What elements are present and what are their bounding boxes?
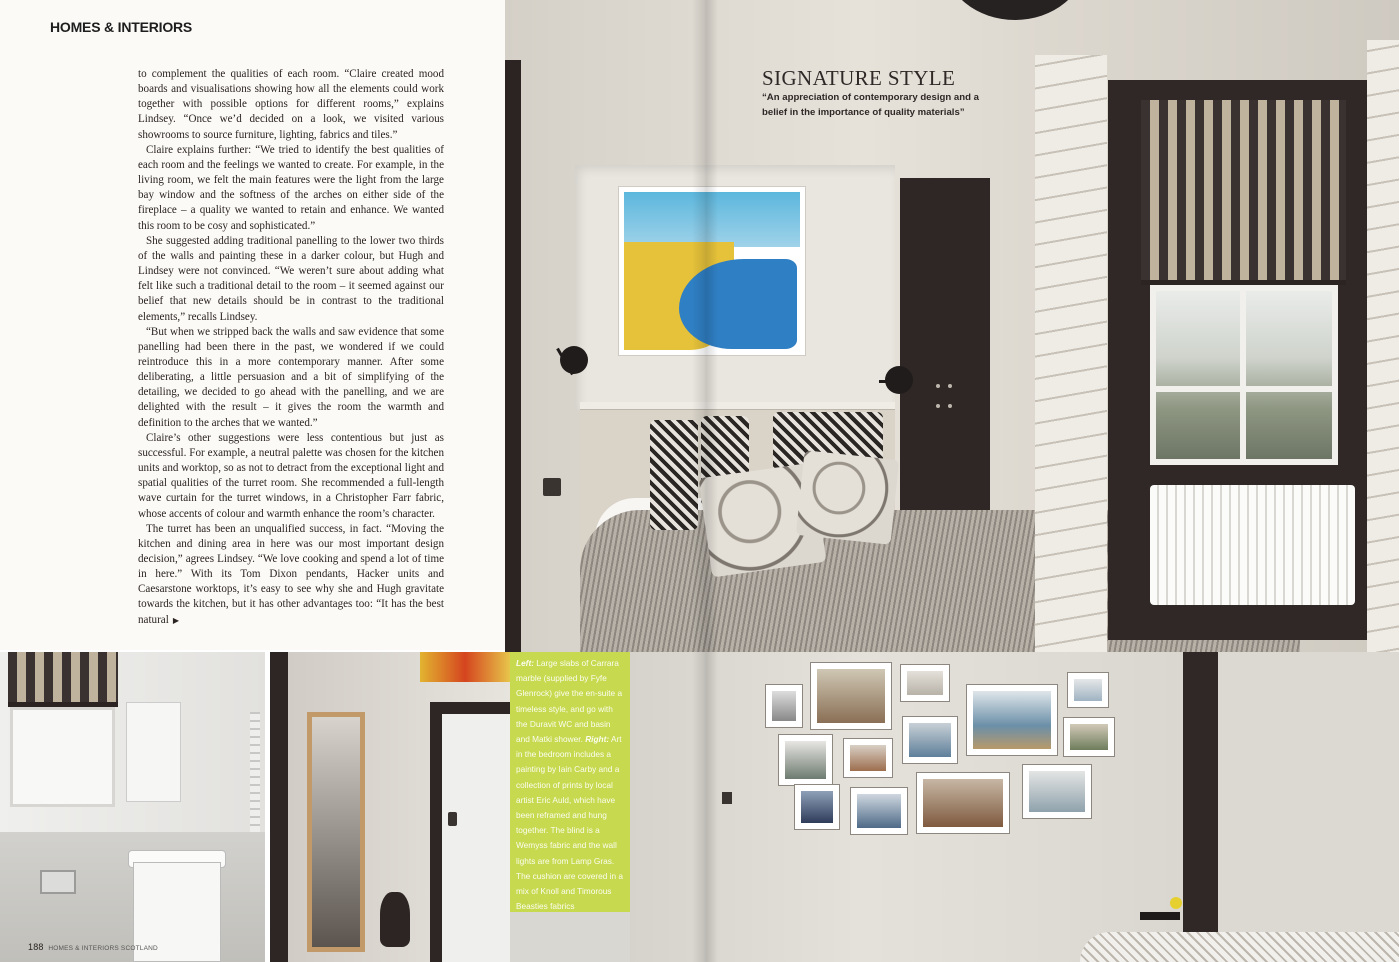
print-art: [857, 794, 901, 828]
column-radiator: [1150, 485, 1355, 605]
window-transom: [1156, 386, 1332, 392]
power-socket: [722, 792, 732, 804]
caption-left-label: Left:: [516, 658, 534, 668]
bedroom-photo: [505, 0, 1399, 652]
article-body: [138, 67, 444, 628]
print-art: [907, 671, 943, 695]
framed-print: [778, 734, 833, 786]
pullout-quote: “An appreciation of contemporary design and a belief in the importance of quality materials”: [762, 92, 979, 118]
page-footer: [28, 942, 158, 952]
framed-print: [850, 787, 908, 835]
article-paragraph: “But when we stripped back the walls and saw evidence that some panelling had been there in the past, we wondered if we could reintroduce this in a more contemporary manner. After some deliberating, a little persuasion and a bit of simplifying of the detailing, we decided to go ahead with the panelling, and we are delighted with the result – it gives the room the warmth and definition to the arches that we wanted.”: [138, 325, 444, 429]
gallery-wall-photo: [630, 652, 1399, 962]
striped-roman-blind: [1141, 100, 1346, 285]
check-cushion: [650, 420, 698, 530]
pullout-title: SIGNATURE STYLE: [762, 66, 956, 90]
bedside-table: [1140, 912, 1180, 920]
shelf: [580, 402, 895, 410]
light-switch: [448, 812, 457, 826]
ceiling-pendant: [945, 0, 1085, 20]
article-paragraph-text: The turret has been an unqualified success, in fact. “Moving the kitchen and dining area in here was our most important design decision,” agrees Lindsey. “We love cooking and spend a lot of time in here.” With its Tom Dixon pendants, Hacker units and Caesarstone worktops, it’s easy to see why she and Hugh gravitate towards the kitchen, but it has other advantages too: “It has the best natural: [138, 522, 444, 626]
print-art: [909, 723, 951, 757]
door-frame: [270, 652, 288, 962]
magazine-name: HOMES & INTERIORS SCOTLAND: [48, 945, 158, 952]
framed-print: [900, 664, 950, 702]
bathroom-window: [10, 707, 115, 807]
caption-photo-strip: [510, 912, 630, 962]
door-frame: [505, 60, 521, 652]
flush-plate: [40, 870, 76, 894]
bed-corner: [1080, 932, 1399, 962]
print-art: [1029, 771, 1085, 812]
framed-print: [843, 738, 893, 778]
page-spine: [692, 0, 718, 962]
article-paragraph: to complement the qualities of each room. “Claire created mood boards and visualisations showing how all the elements could work together with possible options for different rooms,” explains Lindsey. “Once we’d decided on a look, we visited various showrooms to source furniture, lighting, fabrics and tiles.”: [138, 68, 444, 141]
article-paragraph-last: [138, 522, 444, 628]
caption-right-text: Art in the bedroom includes a painting by Iain Carby and a collection of prints by local artist Eric Auld, which have been reframed and hung together. The blind is a Wemyss fabric and the wall lights are from Lamp Gras. The cushion are covered in a mix of Knoll and Timorous Beasties fabrics: [516, 734, 624, 912]
photo-caption: [510, 652, 630, 912]
left-page: [0, 0, 510, 650]
light-switch: [543, 478, 561, 496]
framed-print: [794, 784, 840, 830]
print-art: [772, 691, 796, 721]
curtain-left: [1035, 55, 1107, 652]
mirror-cabinet: [126, 702, 181, 802]
caption-right-label: Right:: [585, 734, 610, 745]
knob-icon: [936, 404, 940, 408]
stool: [380, 892, 410, 947]
framed-print: [1063, 717, 1115, 757]
framed-print: [765, 684, 803, 728]
print-art: [785, 741, 826, 779]
print-art: [817, 669, 885, 723]
painting-corner: [420, 652, 510, 682]
framed-print: [902, 716, 958, 764]
curtain-right: [1367, 40, 1399, 652]
framed-print: [810, 662, 892, 730]
knob-icon: [936, 384, 940, 388]
caption-left-text: Large slabs of Carrara marble (supplied by Fyfe Glenrock) give the en-suite a timeless style, and go with the Duravit WC and basin and Matki shower.: [516, 658, 623, 745]
print-art: [801, 791, 833, 823]
print-art: [1070, 724, 1108, 750]
page-number: 188: [28, 942, 44, 952]
wall-lamp-icon: [560, 346, 588, 374]
framed-print: [1022, 764, 1092, 819]
framed-print: [1067, 672, 1109, 708]
knob-icon: [948, 384, 952, 388]
hallway-photo: [270, 652, 510, 962]
bathroom-photo: [0, 652, 265, 962]
article-paragraph: Claire’s other suggestions were less contentious but just as successful. For example, a neutral palette was chosen for the kitchen units and worktop, so as not to detract from the exceptional light and spatial qualities of the turret room. She recommended a full-length wave curtain for the turret windows, in a Christopher Farr fabric, whose accents of colour and warmth enhance the room’s character.: [138, 431, 444, 520]
framed-print: [966, 684, 1058, 756]
sash-window: [1150, 285, 1338, 465]
knob-icon: [948, 404, 952, 408]
print-art: [1074, 679, 1102, 701]
floor-mirror: [307, 712, 365, 952]
print-art: [850, 745, 886, 771]
window-mullion: [1240, 291, 1246, 459]
mirror-glass: [312, 717, 360, 947]
bathroom-blind: [8, 652, 118, 707]
section-header: HOMES & INTERIORS: [50, 19, 193, 35]
print-art: [923, 779, 1003, 827]
wardrobe: [1218, 652, 1399, 962]
article-paragraph: She suggested adding traditional panelling to the lower two thirds of the walls and painting these in a darker colour, but Hugh and Lindsey were not convinced. “We weren’t sure about adding what felt like such a traditional detail to the room – it seemed against our belief that new details should be in contrast to the traditional elements,” recalls Lindsey.: [138, 234, 444, 323]
ensuite-doorway: [430, 702, 510, 962]
continue-arrow-icon: ▶: [172, 615, 179, 625]
wall-lamp-icon: [885, 366, 913, 394]
print-art: [973, 691, 1051, 749]
floral-cushion: [796, 450, 899, 544]
daffodil-vase: [1170, 897, 1182, 909]
framed-print: [916, 772, 1010, 834]
article-paragraph: Claire explains further: “We tried to identify the best qualities of each room and the feelings we wanted to create. For example, in the living room, we felt the main features were the light from the large bay window and the softness of the arches on either side of the fireplace – a quality we wanted to retain and enhance. We wanted this room to be cosy and sophisticated.”: [138, 143, 444, 232]
dark-panel: [1183, 652, 1218, 962]
